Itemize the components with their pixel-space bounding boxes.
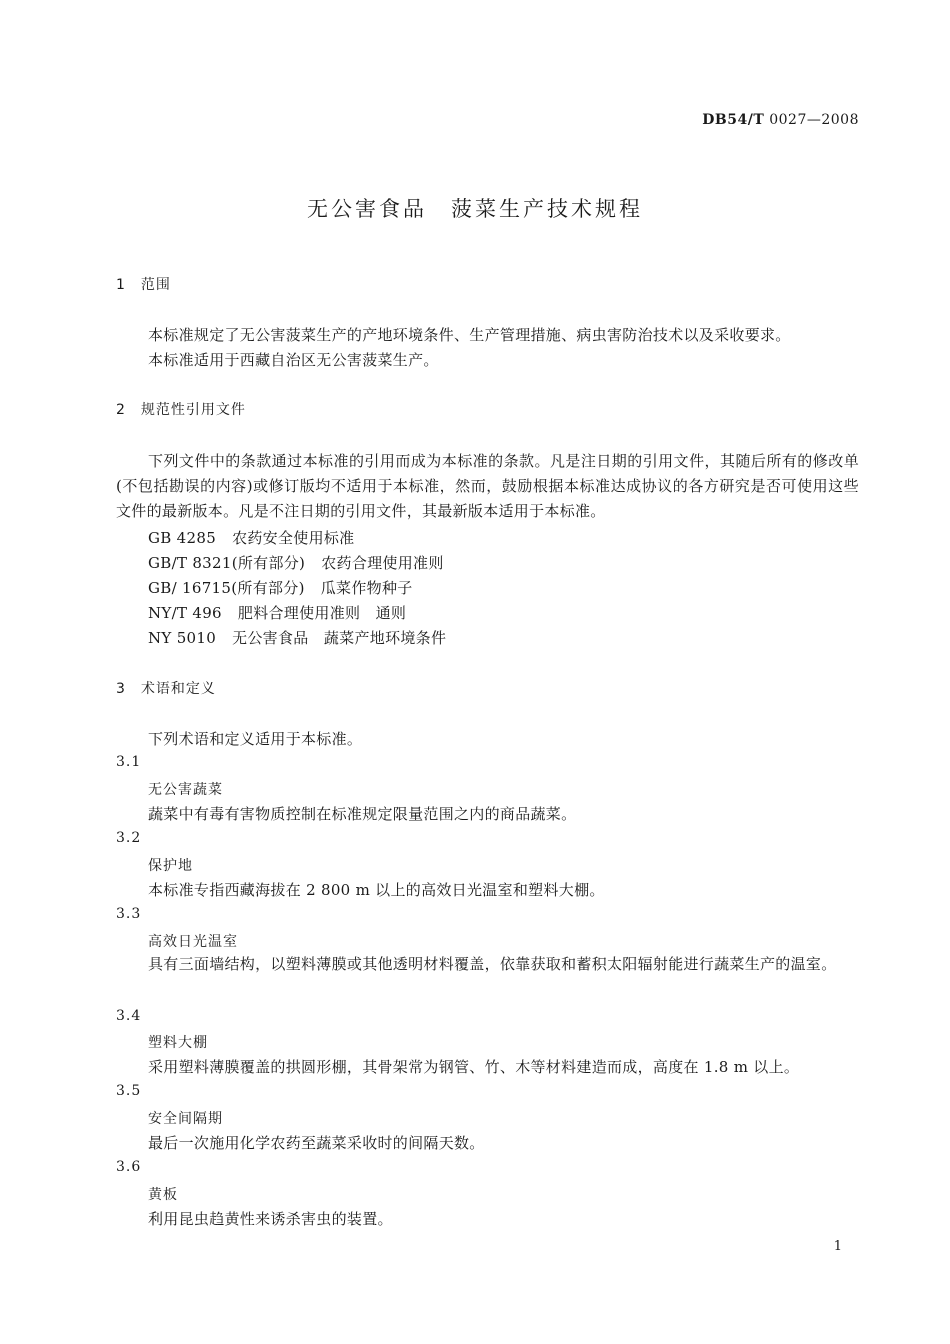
term-name: 无公害蔬菜 <box>148 782 223 798</box>
reference-item: GB/T 8321(所有部分) 农药合理使用准则 <box>148 554 444 572</box>
term-name: 安全间隔期 <box>148 1111 223 1127</box>
paragraph: 下列术语和定义适用于本标准。 <box>148 730 363 748</box>
term-name: 黄板 <box>148 1187 178 1203</box>
paragraph: 下列文件中的条款通过本标准的引用而成为本标准的条款。凡是注日期的引用文件，其随后所有的修改单(不包括勘误的内容)或修订版均不适用于本标准，然而，鼓励根据本标准达成协议的各方研究是否可使用这些文件的最新版本。凡是不注日期的引用文件，其最新版本适用于本标准。 <box>116 452 859 520</box>
term-name: 高效日光温室 <box>148 934 238 950</box>
document-title: 无公害食品 菠菜生产技术规程 <box>307 197 643 221</box>
paragraph: 本标准适用于西藏自治区无公害菠菜生产。 <box>148 351 439 369</box>
term-number: 3.2 <box>116 830 142 846</box>
term-definition: 最后一次施用化学农药至蔬菜采收时的间隔天数。 <box>148 1134 485 1152</box>
section-heading-terms: 3 术语和定义 <box>116 681 216 697</box>
reference-item: NY 5010 无公害食品 蔬菜产地环境条件 <box>148 629 447 647</box>
term-number: 3.4 <box>116 1008 142 1024</box>
term-number: 3.3 <box>116 906 142 922</box>
term-definition: 具有三面墙结构，以塑料薄膜或其他透明材料覆盖，依靠获取和蓄积太阳辐射能进行蔬菜生产的温室。 <box>148 955 837 973</box>
term-number: 3.1 <box>116 754 142 770</box>
reference-item: GB/ 16715(所有部分) 瓜菜作物种子 <box>148 579 413 597</box>
term-definition: 采用塑料薄膜覆盖的拱圆形棚，其骨架常为钢管、竹、木等材料建造而成，高度在 1.8 m 以上。 <box>148 1058 800 1076</box>
term-definition: 本标准专指西藏海拔在 2 800 m 以上的高效日光温室和塑料大棚。 <box>148 881 605 899</box>
paragraph: 本标准规定了无公害菠菜生产的产地环境条件、生产管理措施、病虫害防治技术以及采收要求。 <box>148 326 791 344</box>
term-number: 3.6 <box>116 1159 142 1175</box>
reference-item: NY/T 496 肥料合理使用准则 通则 <box>148 604 407 622</box>
term-definition: 利用昆虫趋黄性来诱杀害虫的装置。 <box>148 1210 393 1228</box>
term-name: 保护地 <box>148 858 193 874</box>
term-name: 塑料大棚 <box>148 1035 208 1051</box>
section-heading-scope: 1 范围 <box>116 277 171 293</box>
reference-item: GB 4285 农药安全使用标准 <box>148 529 355 547</box>
term-number: 3.5 <box>116 1083 142 1099</box>
section-heading-references: 2 规范性引用文件 <box>116 402 246 418</box>
term-definition: 蔬菜中有毒有害物质控制在标准规定限量范围之内的商品蔬菜。 <box>148 805 577 823</box>
page-number: 1 <box>833 1239 842 1254</box>
document-code: DB54/T 0027—2008 <box>702 112 859 128</box>
